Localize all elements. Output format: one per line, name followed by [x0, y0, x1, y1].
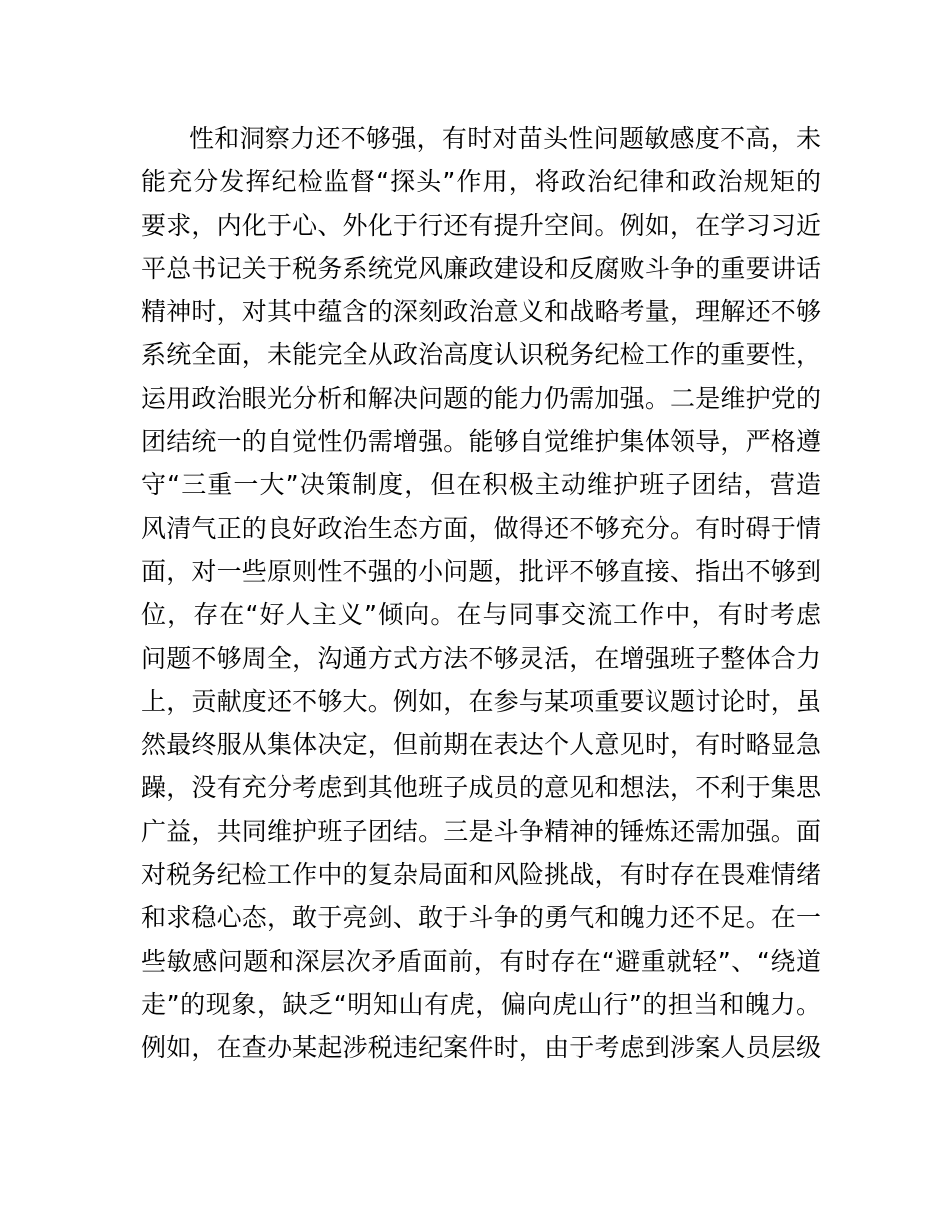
text-line-21: 走”的现象，缺乏“明知山有虎，偏向虎山行”的担当和魄力。: [141, 989, 821, 1019]
text-line-6: 系统全面，未能完全从政治高度认识税务纪检工作的重要性，: [141, 340, 821, 370]
text-line-15: 然最终服从集体决定，但前期在表达个人意见时，有时略显急: [141, 730, 821, 760]
text-line-1: 性和洞察力还不够强，有时对苗头性问题敏感度不高，未: [189, 124, 821, 153]
text-line-16: 躁，没有充分考虑到其他班子成员的意见和想法，不利于集思: [141, 773, 821, 803]
text-line-10: 风清气正的良好政治生态方面，做得还不够充分。有时碍于情: [141, 513, 821, 543]
text-line-19: 和求稳心态，敢于亮剑、敢于斗争的勇气和魄力还不足。在一: [141, 903, 821, 933]
text-line-7: 运用政治眼光分析和解决问题的能力仍需加强。二是维护党的: [141, 383, 821, 413]
text-line-13: 问题不够周全，沟通方式方法不够灵活，在增强班子整体合力: [141, 643, 821, 673]
text-line-22: 例如，在查办某起涉税违纪案件时，由于考虑到涉案人员层级: [141, 1033, 821, 1063]
body-paragraph: [141, 117, 821, 1070]
text-line-8: 团结统一的自觉性仍需增强。能够自觉维护集体领导，严格遵: [141, 427, 821, 457]
text-line-17: 广益，共同维护班子团结。三是斗争精神的锤炼还需加强。面: [141, 816, 821, 846]
text-line-14: 上，贡献度还不够大。例如，在参与某项重要议题讨论时，虽: [141, 686, 821, 716]
text-line-2: 能充分发挥纪检监督“探头”作用，将政治纪律和政治规矩的: [141, 167, 821, 197]
text-line-12: 位，存在“好人主义”倾向。在与同事交流工作中，有时考虑: [141, 600, 821, 630]
text-line-18: 对税务纪检工作中的复杂局面和风险挑战，有时存在畏难情绪: [141, 860, 821, 890]
text-line-4: 平总书记关于税务系统党风廉政建设和反腐败斗争的重要讲话: [141, 253, 821, 283]
text-line-3: 要求，内化于心、外化于行还有提升空间。例如，在学习习近: [141, 210, 821, 240]
text-line-20: 些敏感问题和深层次矛盾面前，有时存在“避重就轻”、“绕道: [141, 946, 821, 976]
text-line-5: 精神时，对其中蕴含的深刻政治意义和战略考量，理解还不够: [141, 297, 821, 327]
text-line-9: 守“三重一大”决策制度，但在积极主动维护班子团结，营造: [141, 470, 821, 500]
text-line-11: 面，对一些原则性不强的小问题，批评不够直接、指出不够到: [141, 556, 821, 586]
